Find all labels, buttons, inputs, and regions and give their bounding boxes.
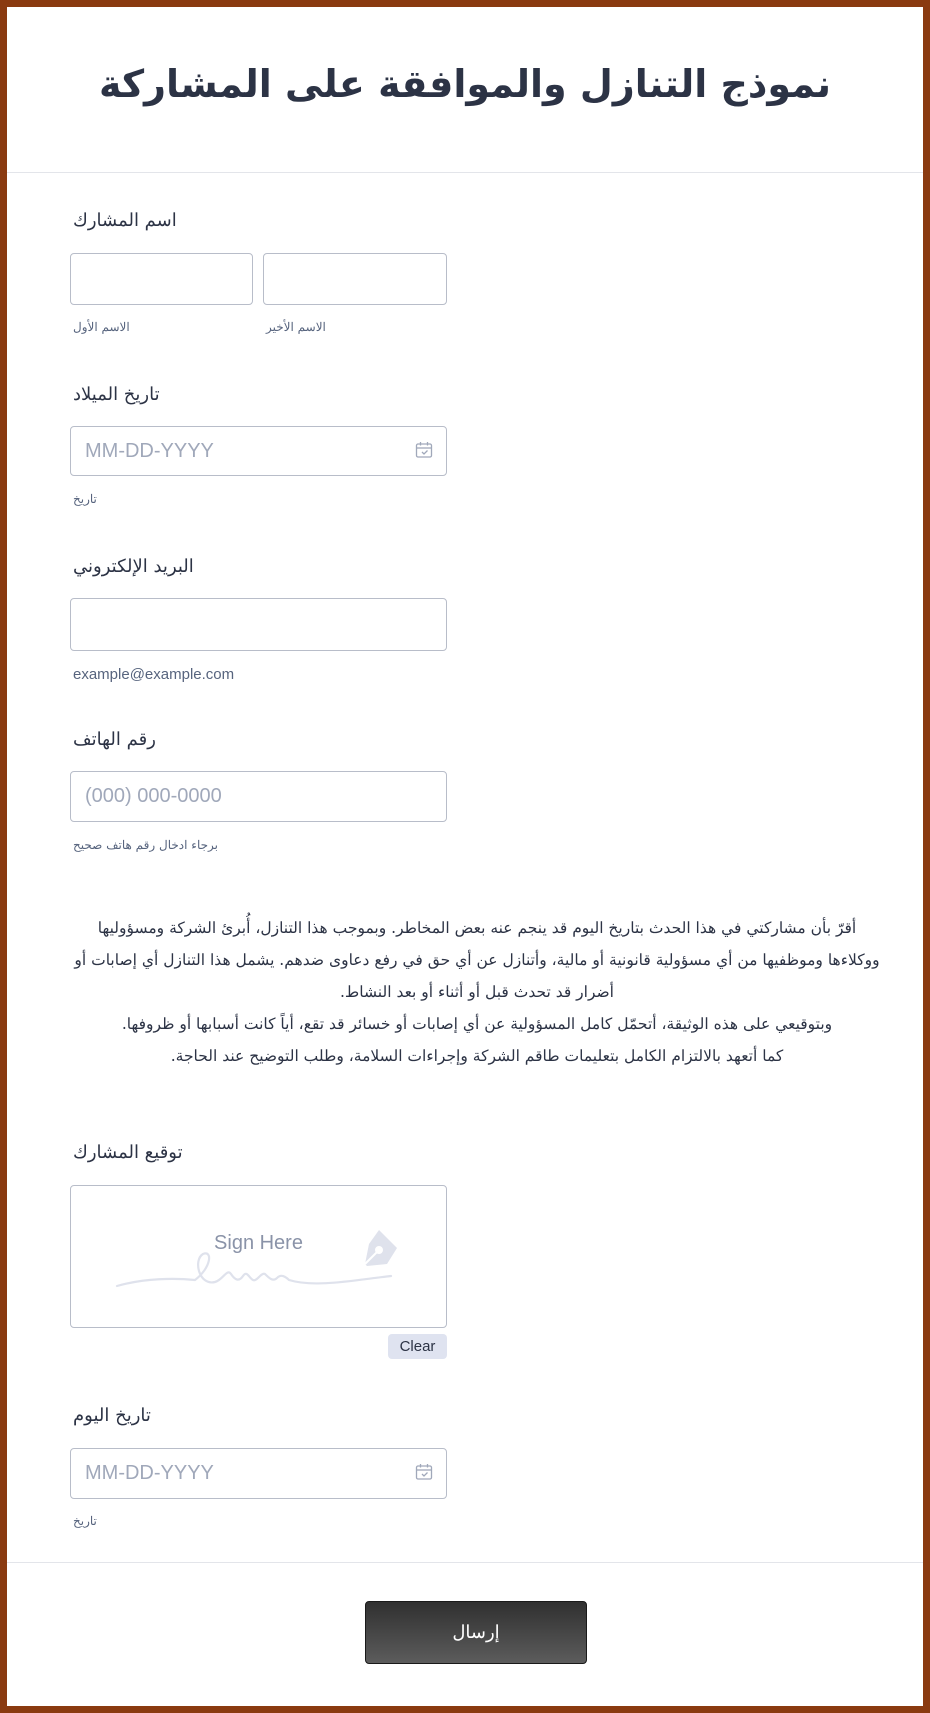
first-name-sublabel: الاسم الأول bbox=[73, 320, 130, 334]
phone-placeholder: (000) 000-0000 bbox=[85, 785, 222, 807]
waiver-paragraph bbox=[73, 912, 881, 1072]
pen-nib-icon bbox=[357, 1228, 403, 1274]
birth-date-sublabel: تاريخ bbox=[73, 492, 97, 506]
form-title: نموذج التنازل والموافقة على المشاركة bbox=[99, 62, 831, 106]
signature-placeholder: Sign Here bbox=[214, 1232, 303, 1254]
phone-field[interactable] bbox=[70, 771, 447, 822]
email-helper-text: example@example.com bbox=[73, 666, 235, 683]
birth-date-label: تاريخ الميلاد bbox=[73, 384, 160, 405]
email-label: البريد الإلكتروني bbox=[73, 556, 194, 577]
waiver-line: أقرّ بأن مشاركتي في هذا الحدث بتاريخ اليوم قد ينجم عنه بعض المخاطر. وبموجب هذا التنازل، أُبرئ الشركة ومسؤوليها bbox=[97, 919, 857, 937]
today-date-sublabel: تاريخ bbox=[73, 1514, 97, 1528]
phone-helper-text: برجاء ادخال رقم هاتف صحيح bbox=[73, 838, 218, 852]
last-name-sublabel: الاسم الأخير bbox=[266, 320, 326, 334]
calendar-icon[interactable] bbox=[415, 1463, 433, 1481]
today-date-field[interactable] bbox=[70, 1448, 447, 1499]
phone-label: رقم الهاتف bbox=[73, 729, 156, 750]
today-date-placeholder: MM-DD-YYYY bbox=[85, 1462, 214, 1484]
first-name-field[interactable] bbox=[70, 253, 253, 305]
form-header bbox=[7, 7, 923, 173]
email-field[interactable] bbox=[70, 598, 447, 651]
birth-date-field[interactable] bbox=[70, 426, 447, 476]
waiver-line: وبتوقيعي على هذه الوثيقة، أتحمّل كامل المسؤولية عن أي إصابات أو خسائر قد تقع، أياً كانت أسبابها أو ظروفها. bbox=[121, 1015, 833, 1033]
waiver-line: كما أتعهد بالالتزام الكامل بتعليمات طاقم الشركة وإجراءات السلامة، وطلب التوضيح عند الحاجة. bbox=[170, 1047, 784, 1065]
clear-signature-button[interactable]: Clear bbox=[388, 1334, 447, 1359]
signature-label: توقيع المشارك bbox=[73, 1142, 183, 1163]
today-date-label: تاريخ اليوم bbox=[73, 1405, 151, 1426]
submit-button[interactable]: إرسال bbox=[365, 1601, 587, 1664]
waiver-line: أضرار قد تحدث قبل أو أثناء أو بعد النشاط. bbox=[340, 983, 614, 1001]
last-name-field[interactable] bbox=[263, 253, 447, 305]
participant-name-label: اسم المشارك bbox=[73, 210, 177, 231]
footer-divider bbox=[7, 1562, 923, 1563]
signature-pad[interactable] bbox=[70, 1185, 447, 1328]
calendar-icon[interactable] bbox=[415, 441, 433, 459]
waiver-line: ووكلاءها وموظفيها من أي مسؤولية قانونية أو مالية، وأتنازل عن أي حق في رفع دعاوى ضدهم. يشمل هذا التنازل أي إصابات أو bbox=[74, 951, 880, 969]
birth-date-placeholder: MM-DD-YYYY bbox=[85, 440, 214, 462]
